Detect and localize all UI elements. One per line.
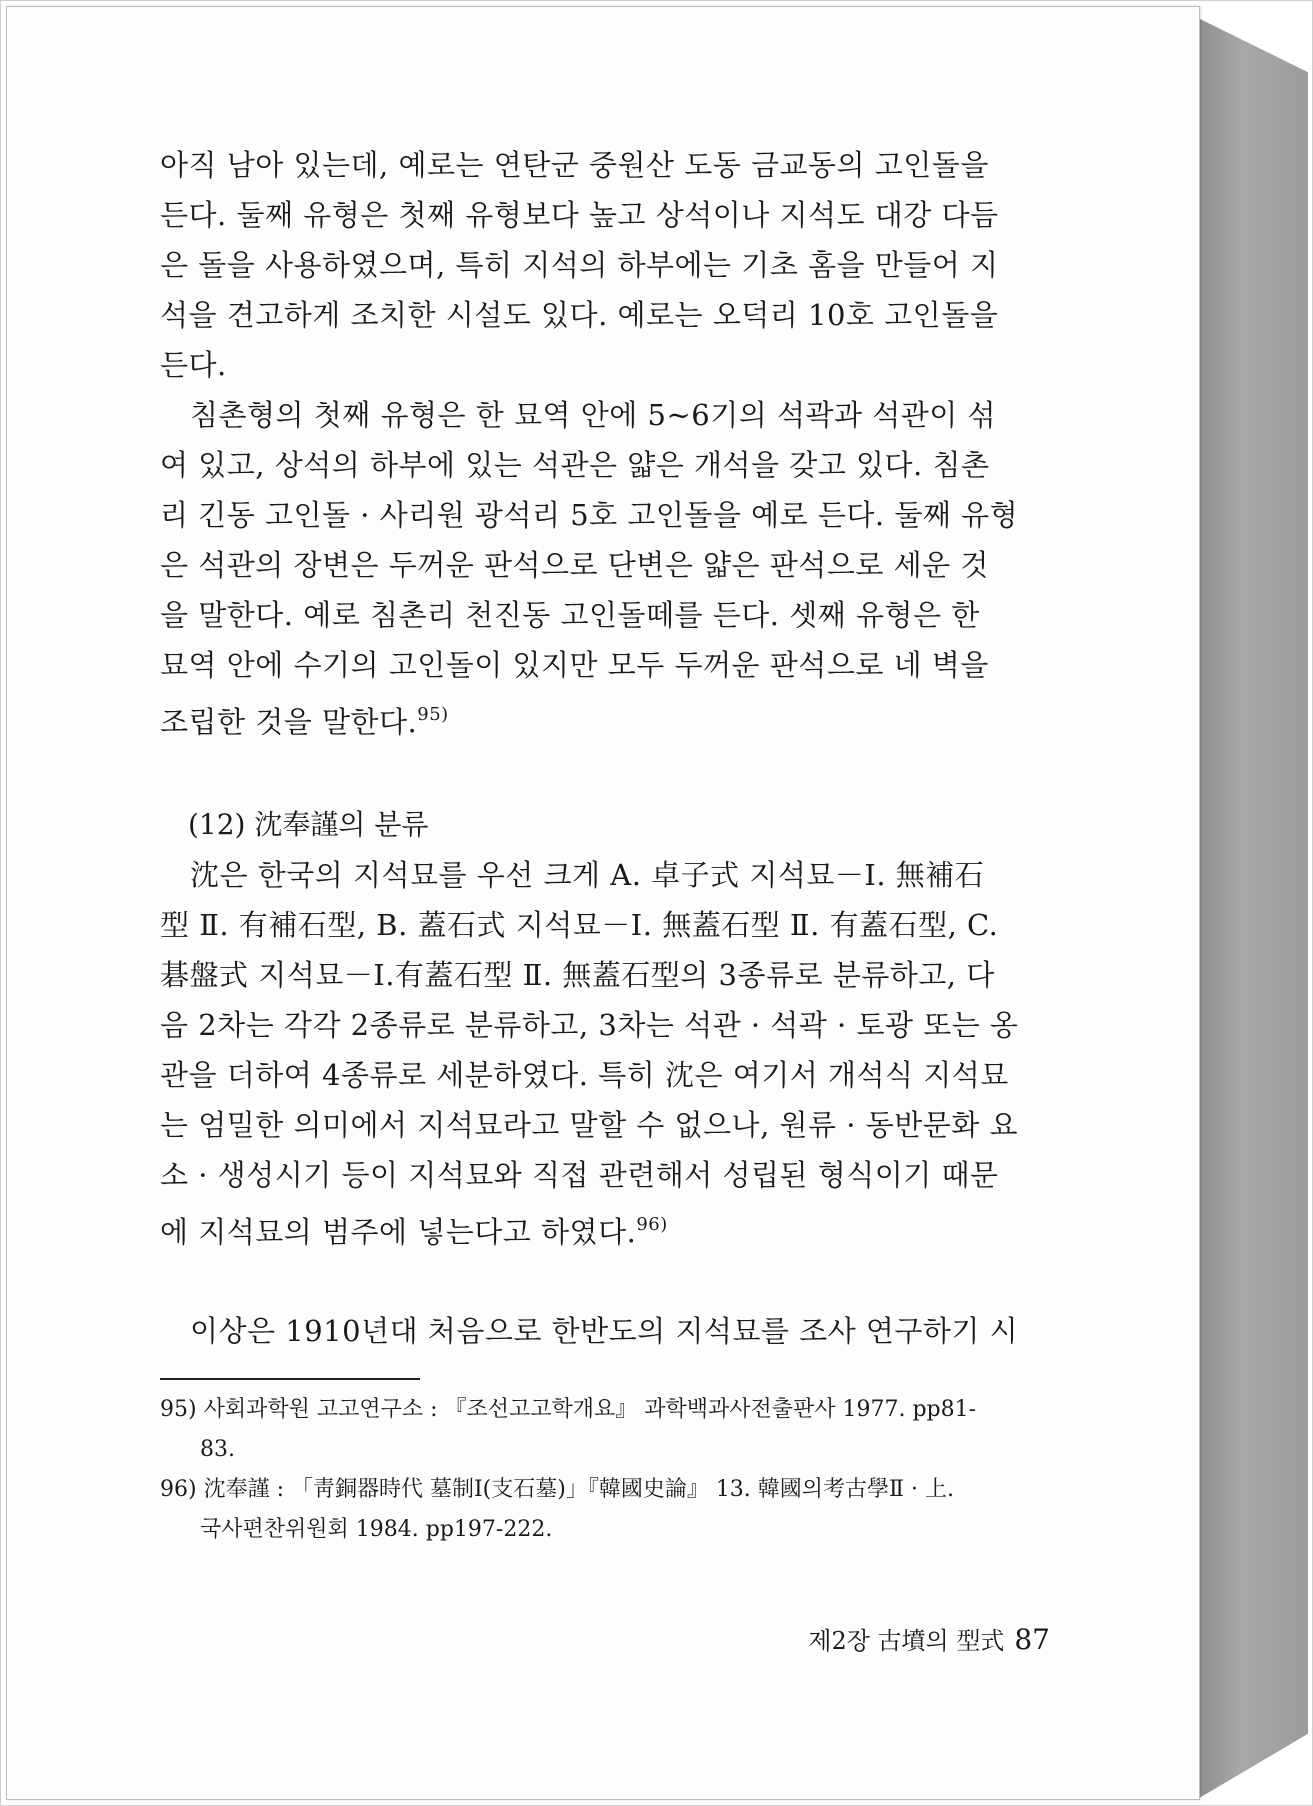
footnote-ref-96: 96) — [636, 1214, 668, 1235]
text-line: 석을 견고하게 조치한 시설도 있다. 예로는 오덕리 10호 고인돌을 — [160, 298, 999, 332]
text-line — [160, 1200, 1050, 1250]
footnote-ref-95: 95) — [417, 704, 449, 725]
text-line: 은 석관의 장변은 두꺼운 판석으로 단변은 얇은 판석으로 세운 것 — [160, 548, 989, 582]
text-line: 리 긴동 고인돌 · 사리원 광석리 5호 고인돌을 예로 든다. 둘째 유형 — [160, 498, 1019, 532]
footnote-96: 96) 沈奉謹 : 「靑銅器時代 墓制Ⅰ(支石墓)」『韓國史論』 13. 韓國의考古學Ⅱ · 上. — [160, 1477, 954, 1502]
text-line: 을 말한다. 예로 침촌리 천진동 고인돌떼를 든다. 셋째 유형은 한 — [160, 598, 980, 632]
text-line — [160, 690, 1050, 740]
footnote-95-cont: 83. — [200, 1437, 235, 1462]
text-line: 여 있고, 상석의 하부에 있는 석관은 얇은 개석을 갖고 있다. 침촌 — [160, 448, 990, 482]
text-line: 든다. — [160, 348, 227, 382]
paragraph-2 — [160, 390, 1050, 740]
paragraph-1 — [160, 140, 1050, 390]
text-segment: 조립한 것을 말한다. — [160, 705, 418, 739]
text-line: 型 Ⅱ. 有補石型, B. 蓋石式 지석묘－Ⅰ. 無蓋石型 Ⅱ. 有蓋石型, C. — [160, 908, 999, 942]
text-line: 음 2차는 각각 2종류로 분류하고, 3차는 석관 · 석곽 · 토광 또는 옹 — [160, 1008, 1019, 1042]
page-body — [160, 140, 1050, 1550]
footnote-divider — [160, 1378, 420, 1380]
text-line: 碁盤式 지석묘－Ⅰ.有蓋石型 Ⅱ. 無蓋石型의 3종류로 분류하고, 다 — [160, 958, 995, 992]
text-line: 아직 남아 있는데, 예로는 연탄군 중원산 도동 금교동의 고인돌을 — [160, 148, 989, 182]
text-line: 묘역 안에 수기의 고인돌이 있지만 모두 두꺼운 판석으로 네 벽을 — [160, 648, 989, 682]
text-line: 는 엄밀한 의미에서 지석묘라고 말할 수 없으나, 원류 · 동반문화 요 — [160, 1108, 1018, 1142]
page-footer — [800, 1620, 1050, 1661]
footnote-95: 95) 사회과학원 고고연구소 : 『조선고고학개요』 과학백과사전출판사 1977. pp81- — [160, 1397, 977, 1422]
running-footer: 제2장 古墳의 型式 — [808, 1627, 1005, 1655]
book-edge — [1198, 0, 1308, 1806]
footnote-96-cont: 국사편찬위원회 1984. pp197-222. — [200, 1517, 553, 1542]
page-number: 87 — [1014, 1623, 1050, 1656]
footnotes — [160, 1390, 1050, 1550]
text-line: 沈은 한국의 지석묘를 우선 크게 A. 卓子式 지석묘－Ⅰ. 無補石 — [190, 858, 985, 892]
paragraph-3 — [160, 850, 1050, 1250]
text-line: 든다. 둘째 유형은 첫째 유형보다 높고 상석이나 지석도 대강 다듬 — [160, 198, 999, 232]
paragraph-4: 이상은 1910년대 처음으로 한반도의 지석묘를 조사 연구하기 시 — [190, 1314, 1019, 1348]
text-segment: 에 지석묘의 범주에 넣는다고 하였다. — [160, 1215, 637, 1249]
section-heading: (12) 沈奉謹의 분류 — [188, 808, 429, 841]
text-line: 은 돌을 사용하였으며, 특히 지석의 하부에는 기초 홈을 만들어 지 — [160, 248, 999, 282]
text-line: 관을 더하여 4종류로 세분하였다. 특히 沈은 여기서 개석식 지석묘 — [160, 1058, 1009, 1092]
text-line: 침촌형의 첫째 유형은 한 묘역 안에 5~6기의 석곽과 석관이 섞 — [190, 398, 996, 432]
text-line: 소 · 생성시기 등이 지석묘와 직접 관련해서 성립된 형식이기 때문 — [160, 1158, 999, 1192]
